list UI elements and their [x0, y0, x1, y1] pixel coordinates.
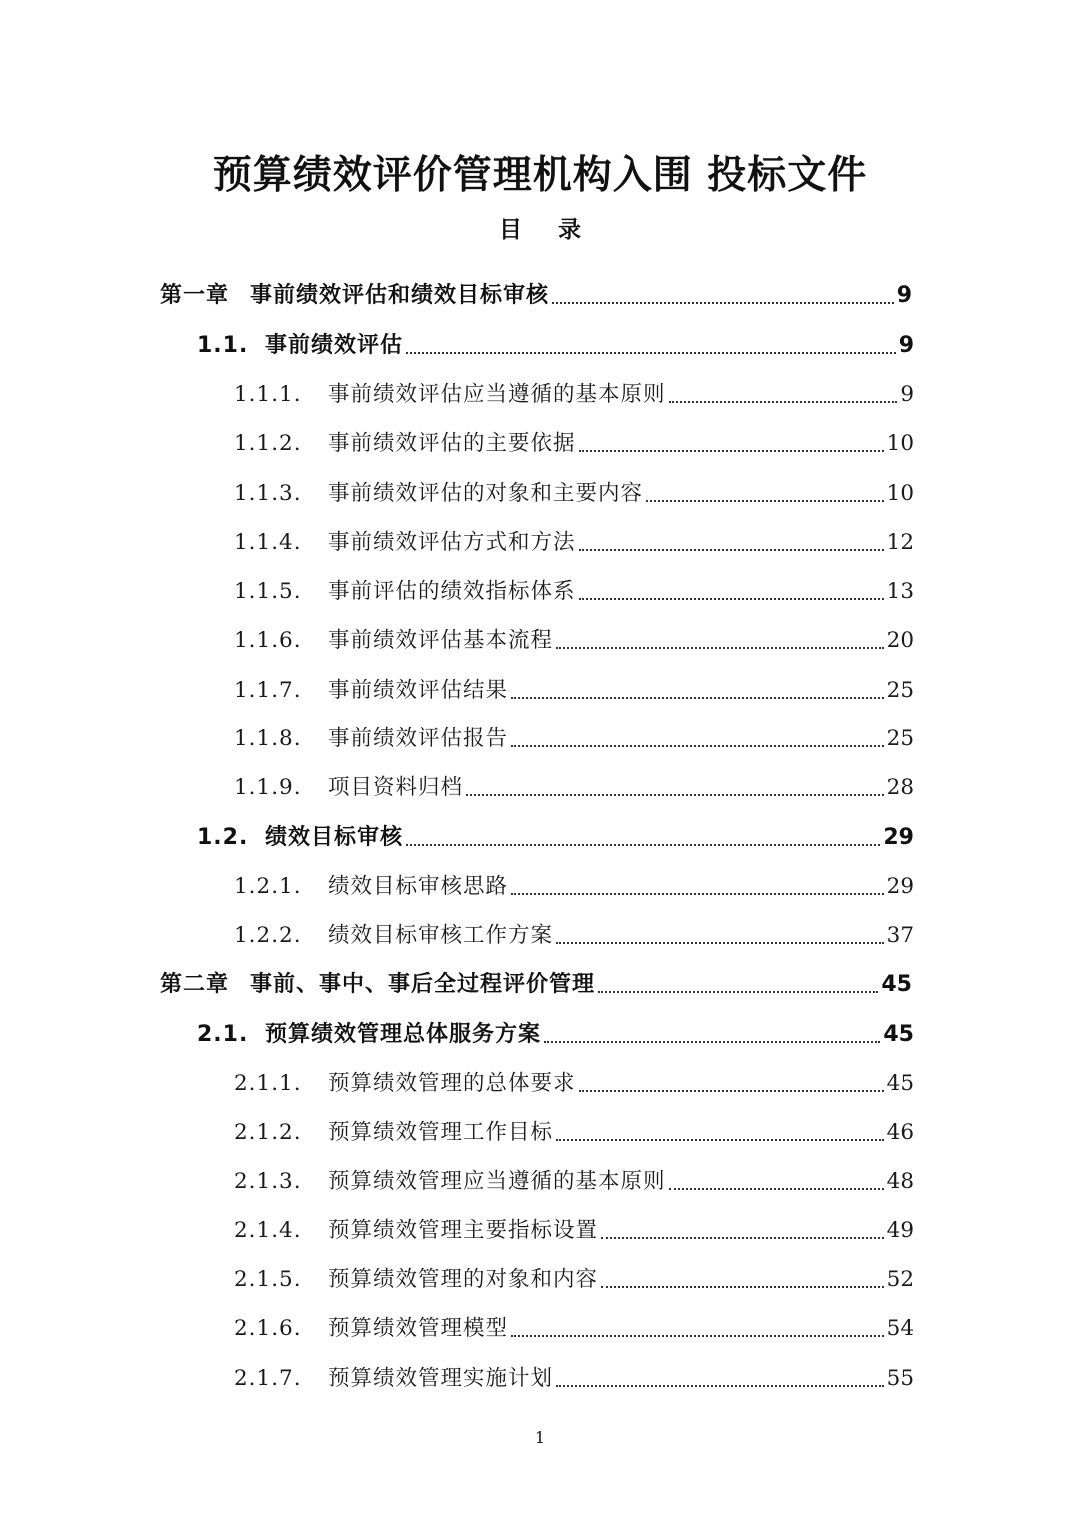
toc-dot-leader: [406, 844, 880, 846]
toc-entry-title: 事前、事中、事后全过程评价管理: [250, 972, 596, 997]
toc-dot-leader: [669, 401, 898, 403]
toc-dot-leader: [601, 1237, 884, 1239]
toc-entry-title: 预算绩效管理的总体要求: [328, 1071, 576, 1096]
toc-entry-page: 9: [896, 283, 912, 308]
toc-entry-title: 预算绩效管理实施计划: [328, 1366, 554, 1391]
toc-entry-title: 事前绩效评估和绩效目标审核: [250, 283, 550, 308]
toc-entry-page: 10: [886, 481, 914, 506]
toc-entry[interactable]: [197, 329, 914, 363]
toc-entry-title: 预算绩效管理的对象和内容: [328, 1267, 599, 1292]
toc-entry-number: 1.1.1.: [234, 382, 302, 407]
toc-entry[interactable]: [234, 1067, 914, 1101]
toc-entry-page: 49: [886, 1218, 914, 1243]
page-number: 1: [534, 1428, 546, 1447]
toc-dot-leader: [511, 893, 884, 895]
toc-dot-leader: [579, 549, 884, 551]
toc-entry-number: 2.1.5.: [234, 1267, 302, 1292]
toc-entry-number: 1.2.1.: [234, 874, 302, 899]
toc-entry-title: 事前绩效评估报告: [328, 726, 509, 751]
toc-entry[interactable]: [234, 477, 914, 511]
toc-dot-leader: [511, 697, 884, 699]
toc-entry[interactable]: [234, 1312, 914, 1346]
toc-heading: 目 录: [498, 217, 595, 243]
toc-entry[interactable]: [160, 968, 912, 1002]
toc-entry-number: 2.1.7.: [234, 1366, 302, 1391]
toc-entry-title: 事前绩效评估结果: [328, 678, 509, 703]
toc-entry-number: 2.1.3.: [234, 1169, 302, 1194]
toc-dot-leader: [579, 598, 884, 600]
toc-entry-page: 20: [886, 628, 914, 653]
toc-dot-leader: [556, 1139, 884, 1141]
toc-entry[interactable]: [197, 821, 914, 855]
toc-entry[interactable]: [234, 1165, 914, 1199]
toc-entry-page: 45: [881, 972, 912, 997]
toc-entry-page: 46: [886, 1120, 914, 1145]
toc-dot-leader: [598, 991, 878, 993]
toc-entry[interactable]: [234, 1362, 914, 1396]
toc-dot-leader: [646, 500, 884, 502]
toc-entry[interactable]: [234, 722, 914, 756]
toc-entry-title: 事前绩效评估的主要依据: [328, 431, 576, 456]
toc-entry-number: 2.1.2.: [234, 1120, 302, 1145]
toc-entry[interactable]: [234, 1214, 914, 1248]
toc-entry[interactable]: [234, 526, 914, 560]
toc-entry-number: 1.1.: [197, 333, 249, 358]
toc-dot-leader: [406, 352, 896, 354]
toc-entry-title: 事前绩效评估方式和方法: [328, 530, 576, 555]
toc-entry-page: 25: [886, 678, 914, 703]
toc-entry-page: 29: [883, 825, 914, 850]
toc-entry-number: 2.1.4.: [234, 1218, 302, 1243]
toc-entry-page: 9: [900, 382, 914, 407]
toc-dot-leader: [556, 647, 884, 649]
toc-entry[interactable]: [234, 919, 914, 953]
toc-entry-number: 1.1.9.: [234, 775, 302, 800]
toc-entry-number: 1.2.: [197, 825, 249, 850]
toc-entry-number: 2.1.6.: [234, 1316, 302, 1341]
document-title: 预算绩效评价管理机构入围 投标文件: [212, 153, 868, 198]
toc-dot-leader: [511, 745, 884, 747]
toc-entry-title: 事前绩效评估的对象和主要内容: [328, 481, 644, 506]
toc-entry-page: 12: [886, 530, 914, 555]
toc-entry-number: 1.1.5.: [234, 579, 302, 604]
toc-entry-page: 9: [898, 333, 914, 358]
toc-entry-title: 事前绩效评估基本流程: [328, 628, 554, 653]
toc-dot-leader: [544, 1041, 880, 1043]
toc-dot-leader: [556, 942, 884, 944]
toc-entry-number: 2.1.: [197, 1022, 249, 1047]
toc-entry[interactable]: [234, 674, 914, 708]
toc-entry-page: 48: [886, 1169, 914, 1194]
toc-entry-title: 绩效目标审核工作方案: [328, 923, 554, 948]
toc-entry[interactable]: [160, 279, 912, 313]
toc-entry[interactable]: [234, 624, 914, 658]
toc-entry-page: 45: [886, 1071, 914, 1096]
toc-entry-number: 1.1.6.: [234, 628, 302, 653]
toc-entry-page: 10: [886, 431, 914, 456]
toc-dot-leader: [511, 1335, 884, 1337]
toc-dot-leader: [669, 1188, 884, 1190]
toc-entry[interactable]: [234, 771, 914, 805]
toc-dot-leader: [579, 450, 884, 452]
toc-entry-number: 1.1.4.: [234, 530, 302, 555]
toc-dot-leader: [552, 302, 894, 304]
toc-entry-page: 13: [886, 579, 914, 604]
toc-entry-page: 37: [886, 923, 914, 948]
toc-entry[interactable]: [234, 1263, 914, 1297]
toc-entry-title: 事前绩效评估应当遵循的基本原则: [328, 382, 666, 407]
toc-entry-title: 项目资料归档: [328, 775, 464, 800]
toc-entry-number: 1.1.7.: [234, 678, 302, 703]
toc-entry-number: 1.1.8.: [234, 726, 302, 751]
toc-dot-leader: [601, 1286, 884, 1288]
toc-entry-number: 1.1.3.: [234, 481, 302, 506]
toc-entry-page: 28: [886, 775, 914, 800]
toc-entry-title: 事前评估的绩效指标体系: [328, 579, 576, 604]
toc-entry-page: 25: [886, 726, 914, 751]
toc-entry-title: 预算绩效管理工作目标: [328, 1120, 554, 1145]
toc-entry[interactable]: [234, 575, 914, 609]
toc-entry[interactable]: [234, 1116, 914, 1150]
toc-entry-page: 55: [886, 1366, 914, 1391]
toc-entry-title: 预算绩效管理主要指标设置: [328, 1218, 599, 1243]
toc-entry-page: 29: [886, 874, 914, 899]
toc-entry[interactable]: [234, 378, 914, 412]
toc-dot-leader: [579, 1090, 884, 1092]
toc-entry-page: 45: [883, 1022, 914, 1047]
toc-entry-number: 1.1.2.: [234, 431, 302, 456]
toc-entry-number: 1.2.2.: [234, 923, 302, 948]
toc-entry-page: 52: [886, 1267, 914, 1292]
toc-entry-number: 2.1.1.: [234, 1071, 302, 1096]
toc-entry[interactable]: [234, 870, 914, 904]
toc-dot-leader: [466, 794, 884, 796]
toc-entry-title: 绩效目标审核: [265, 825, 404, 850]
toc-entry-title: 预算绩效管理总体服务方案: [265, 1022, 542, 1047]
toc-dot-leader: [556, 1385, 884, 1387]
toc-entry-number: 第二章: [160, 972, 230, 997]
toc-entry-title: 事前绩效评估: [265, 333, 404, 358]
toc-entry[interactable]: [197, 1018, 914, 1052]
toc-entry-number: 第一章: [160, 283, 230, 308]
toc-entry-title: 绩效目标审核思路: [328, 874, 509, 899]
toc-entry-title: 预算绩效管理模型: [328, 1316, 509, 1341]
toc-entry-title: 预算绩效管理应当遵循的基本原则: [328, 1169, 666, 1194]
toc-entry-page: 54: [886, 1316, 914, 1341]
toc-entry[interactable]: [234, 427, 914, 461]
